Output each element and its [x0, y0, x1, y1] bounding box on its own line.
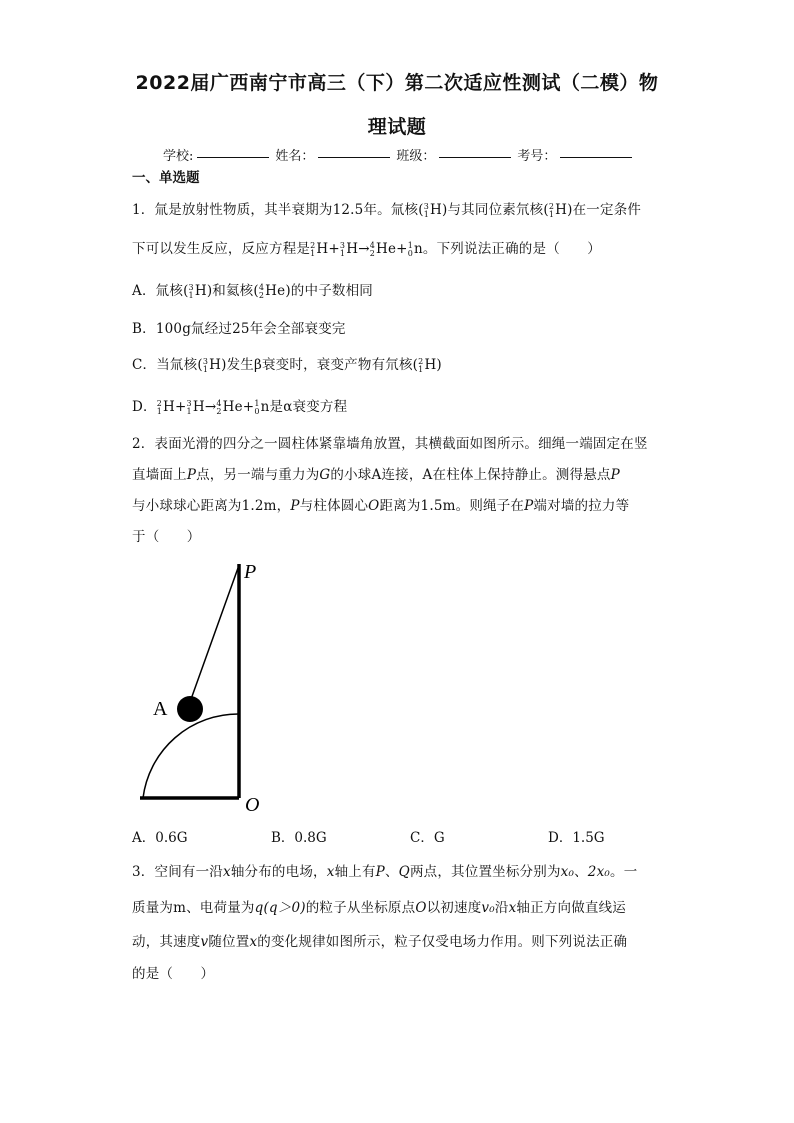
q1-line2: 下可以发生反应，反应方程是 2 1 H+ 3 1 H→ 4 2 He+ 1 0 n。下列说法正确的是（ ） [132, 240, 601, 258]
name-blank[interactable] [318, 145, 390, 158]
q2-line4: 于（ ） [132, 529, 201, 545]
q1-option-d[interactable]: D． 2 1 H+ 3 1 H→ 4 2 He+ 1 0 n是α衰变方程 [132, 398, 348, 416]
class-blank[interactable] [439, 145, 511, 158]
q1-option-b[interactable]: B．100g氚经过25年会全部衰变完 [132, 321, 346, 337]
q2-line1: 2．表面光滑的四分之一圆柱体紧靠墙角放置，其横截面如图所示。细绳一端固定在竖 [132, 436, 648, 452]
q2-choice-b[interactable]: B．0.8G [271, 830, 327, 846]
label-a: A [153, 698, 168, 720]
name-label: 姓名： [275, 149, 315, 164]
q3-line1: 3．空间有一沿x轴分布的电场，x轴上有P、Q两点，其位置坐标分别为x₀、2x₀。一 [132, 864, 638, 880]
deuterium-nuclide: 2 1 [548, 201, 555, 219]
q3-line3: 动，其速度v随位置x的变化规律如图所示，粒子仅受电场力作用。则下列说法正确 [132, 934, 628, 950]
q1-line1: 1．氚是放射性物质，其半衰期为12.5年。氚核( 3 1 H)与其同位素氘核( 2 1 H)在一定条件 [132, 201, 642, 219]
q2-choice-a[interactable]: A．0.6G [132, 830, 188, 846]
school-label: 学校: [163, 149, 194, 164]
exam-title-line2: 理试题 [367, 116, 427, 138]
q2-line3: 与小球球心距离为1.2m，P与柱体圆心O距离为1.5m。则绳子在P端对墙的拉力等 [132, 498, 630, 514]
cylinder-arc [143, 714, 239, 798]
rope-line [190, 568, 238, 702]
q1-option-c[interactable]: C．当氚核( 3 1 H)发生β衰变时，衰变产物有氘核( 2 1 H) [132, 356, 442, 374]
q3-line4: 的是（ ） [132, 966, 215, 982]
q2-choice-c[interactable]: C．G [410, 830, 445, 846]
tritium-nuclide: 3 1 [423, 201, 430, 219]
id-label: 考号： [517, 149, 557, 164]
ball-a [177, 696, 203, 722]
label-o: O [245, 794, 260, 816]
class-label: 班级： [396, 149, 436, 164]
q2-figure [135, 556, 285, 816]
label-p: P [244, 561, 257, 583]
section-heading: 一、单选题 [132, 170, 200, 186]
exam-title-line1: 2022届广西南宁市高三（下）第二次适应性测试（二模）物 [135, 72, 659, 94]
id-blank[interactable] [560, 145, 632, 158]
school-blank[interactable] [197, 145, 269, 158]
q2-line2: 直墙面上P点，另一端与重力为G的小球A连接，A在柱体上保持静止。测得悬点P [132, 467, 620, 483]
q1-option-a[interactable]: A．氚核( 3 1 H)和氦核( 4 2 He)的中子数相同 [132, 282, 373, 300]
student-info-row [163, 145, 636, 164]
q3-line2: 质量为m、电荷量为q(q＞0)的粒子从坐标原点O以初速度v₀沿x轴正方向做直线运 [132, 900, 627, 916]
q2-choice-d[interactable]: D．1.5G [548, 830, 605, 846]
